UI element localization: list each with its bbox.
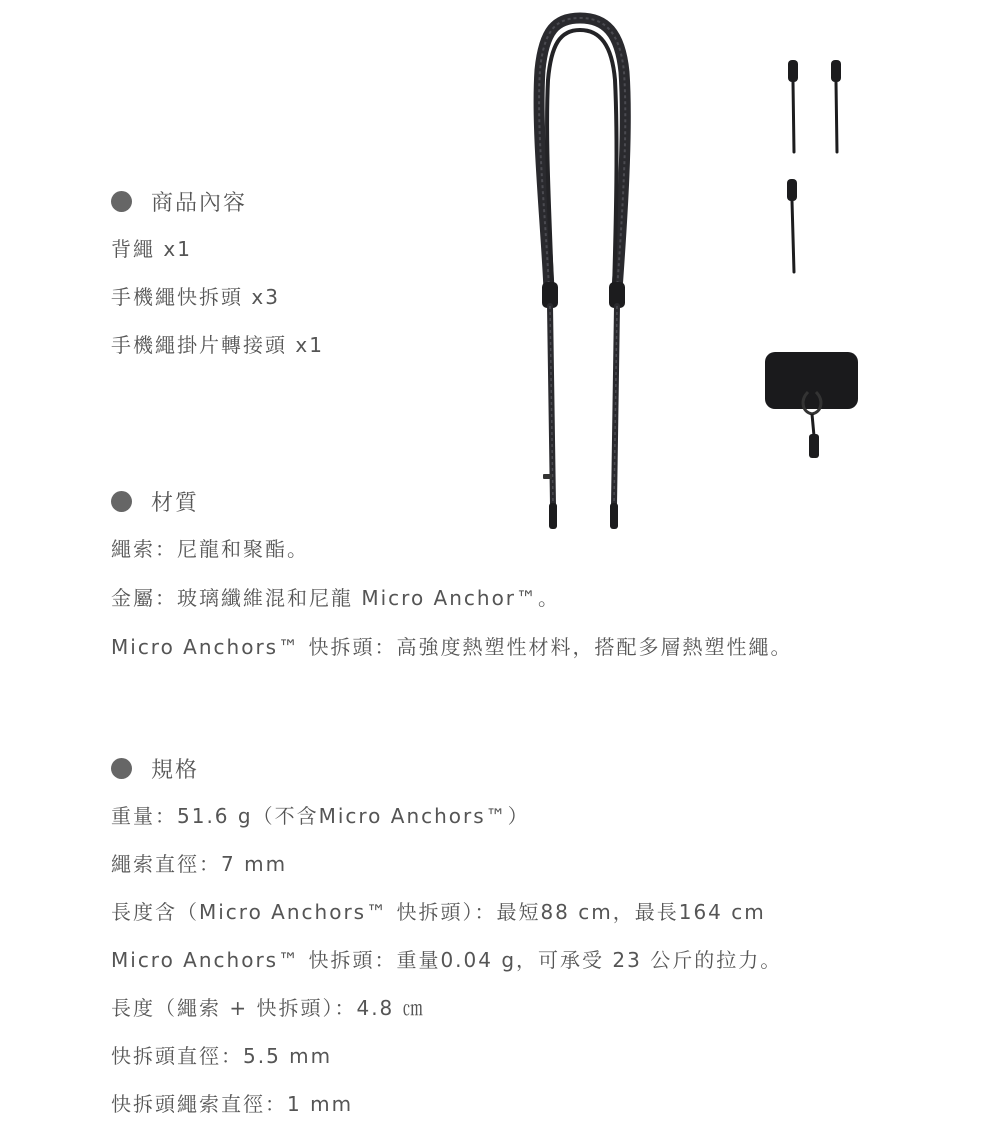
spec-item: Micro Anchors™ 快拆頭：重量0.04 g，可承受 23 公斤的拉力。 [111,948,783,972]
product-image [0,0,1000,540]
material-heading [111,486,199,516]
spec-item: 長度（繩索 + 快拆頭）：4.8 ㎝ [111,996,425,1020]
spec-item: 快拆頭繩索直徑：1 mm [111,1092,354,1116]
specs-heading [111,753,199,783]
contents-item: 手機繩快拆頭 x3 [111,285,280,309]
spec-item: 繩索直徑：7 mm [111,852,288,876]
contents-heading-text: 商品內容 [151,190,248,216]
anchor-image [787,60,841,272]
spec-item: 快拆頭直徑：5.5 mm [111,1044,333,1068]
contents-item: 背繩 x1 [111,237,192,261]
contents-item: 手機繩掛片轉接頭 x1 [111,333,324,357]
material-item: 繩索：尼龍和聚酯。 [111,537,309,561]
specs-heading-text: 規格 [151,757,200,783]
contents-heading [111,186,247,216]
material-item: 金屬：玻璃纖維混和尼龍 Micro Anchor™。 [111,586,561,610]
bullet-icon [111,758,132,779]
material-item: Micro Anchors™ 快拆頭：高強度熱塑性材料，搭配多層熱塑性繩。 [111,635,793,659]
spec-item: 長度含（Micro Anchors™ 快拆頭）：最短88 cm，最長164 cm [111,900,766,924]
adapter-tab-image [765,352,858,458]
spec-item: 重量：51.6 g（不含Micro Anchors™） [111,804,530,828]
bullet-icon [111,491,132,512]
material-heading-text: 材質 [151,490,200,516]
bullet-icon [111,191,132,212]
strap-image [539,18,625,529]
